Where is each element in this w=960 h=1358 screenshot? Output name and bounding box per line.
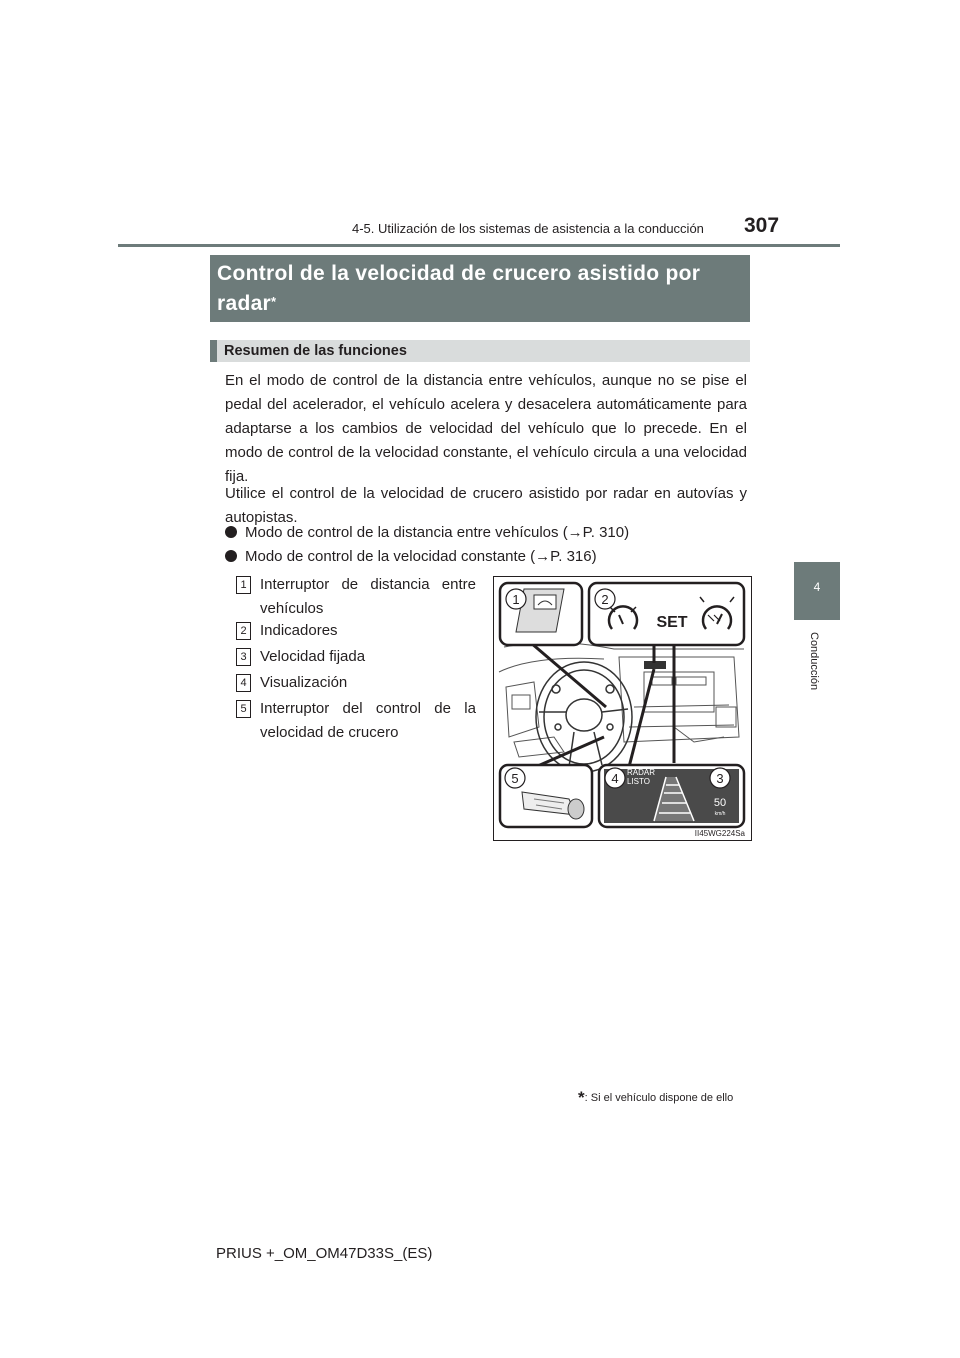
item-number: 4	[236, 674, 251, 692]
item-label: Interruptor de distancia entre vehículos	[260, 576, 476, 617]
subheading-bar	[210, 340, 217, 362]
list-item	[236, 619, 476, 643]
bullet-dot	[225, 526, 237, 538]
item-label: Indicadores	[260, 622, 338, 639]
page-title-text: Control de la velocidad de crucero asistido por radar	[217, 262, 701, 315]
bullet-item	[225, 521, 629, 545]
item-label: Visualización	[260, 674, 348, 691]
list-item	[236, 671, 476, 695]
callout-5: 5	[511, 771, 519, 786]
running-header: 4-5. Utilización de los sistemas de asistencia a la conducción	[352, 221, 704, 236]
chapter-label-text: Conducción	[808, 632, 820, 691]
indicator-set-text: SET	[656, 614, 688, 631]
list-item	[236, 573, 476, 621]
display-listo-text: LISTO	[627, 777, 650, 786]
illustration-code: II45WG224Sa	[694, 829, 745, 838]
chapter-label	[806, 632, 826, 732]
item-number: 3	[236, 648, 251, 666]
bullet-item	[225, 545, 597, 569]
page-number: 307	[744, 214, 780, 237]
subheading: Resumen de las funciones	[224, 343, 407, 359]
item-label: Interruptor del control de la velocidad de crucero	[260, 700, 476, 741]
callout-3: 3	[716, 771, 724, 786]
page-title	[217, 259, 747, 319]
list-item	[236, 697, 476, 745]
bullet-text: Modo de control de la velocidad constante (→P. 316)	[245, 548, 597, 565]
bullet-dot	[225, 550, 237, 562]
bullet-text: Modo de control de la distancia entre vehículos (→P. 310)	[245, 524, 630, 541]
footnote-asterisk: *	[578, 1088, 585, 1107]
page-footer: PRIUS +_OM_OM47D33S_(ES)	[216, 1245, 433, 1262]
item-number: 2	[236, 622, 251, 640]
paragraph-intro: En el modo de control de la distancia entre vehículos, aunque no se pise el pedal del acelerador, el vehículo acelera y desacelera automáticamente para adaptarse a los cambios de velocidad del vehículo que lo precede. En el modo de control de la velocidad constante, el vehículo circula a una velocidad fija.	[225, 372, 747, 485]
item-number: 1	[236, 576, 251, 594]
footnote	[578, 1088, 733, 1108]
dashboard-drawing	[494, 577, 751, 840]
footnote-text: : Si el vehículo dispone de ello	[584, 1092, 734, 1104]
display-speed: 50	[713, 797, 727, 809]
title-asterisk: *	[271, 294, 277, 309]
dashboard-illustration	[493, 576, 752, 841]
callout-2: 2	[601, 592, 609, 607]
list-item	[236, 645, 476, 669]
chapter-number: 4	[813, 580, 821, 594]
display-radar-text: RADAR	[627, 768, 656, 777]
item-label: Velocidad fijada	[260, 648, 366, 665]
callout-1: 1	[512, 592, 520, 607]
item-number: 5	[236, 700, 251, 718]
display-unit: km/h	[714, 811, 726, 817]
header-rule	[118, 244, 840, 247]
callout-4: 4	[611, 771, 619, 786]
paragraph-usage: Utilice el control de la velocidad de crucero asistido por radar en autovías y autopistas.	[225, 485, 747, 526]
